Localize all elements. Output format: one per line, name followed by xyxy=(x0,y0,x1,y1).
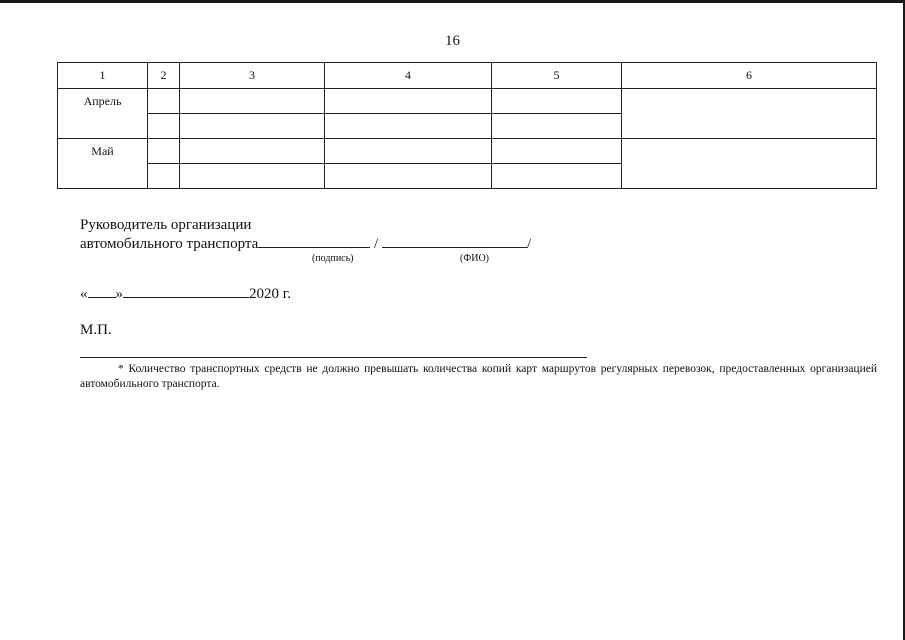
name-blank xyxy=(382,235,527,248)
name-slash: / xyxy=(526,236,532,252)
caption-name: (ФИО) xyxy=(460,253,490,264)
table-cell xyxy=(622,89,877,139)
stamp-label: М.П. xyxy=(80,322,112,338)
table-cell xyxy=(180,89,325,114)
table-header-cell: 6 xyxy=(622,63,877,89)
table-cell xyxy=(492,114,622,139)
table-cell xyxy=(622,139,877,189)
table-cell xyxy=(180,114,325,139)
table-cell xyxy=(325,139,492,164)
signature-slash: / xyxy=(374,236,379,252)
table-cell xyxy=(325,114,492,139)
month-cell-may: Май xyxy=(58,139,148,189)
day-blank xyxy=(88,285,116,298)
table-cell xyxy=(492,164,622,189)
table-row xyxy=(58,89,877,114)
date-open-quote: « xyxy=(80,286,88,302)
page-top-edge xyxy=(0,0,905,3)
table-header-cell: 5 xyxy=(492,63,622,89)
table-header-cell: 2 xyxy=(148,63,180,89)
footnote-text: * Количество транспортных средств не должно превышать количества копий карт маршрутов регулярных перевозок, предоставленных организацией автомобильного транспорта. xyxy=(80,363,877,390)
table-cell xyxy=(325,164,492,189)
signature-title-line2-text: автомобильного транспорта xyxy=(80,236,259,252)
table-header-row xyxy=(58,63,877,89)
month-cell-april: Апрель xyxy=(58,89,148,139)
caption-signature: (подпись) xyxy=(312,253,354,264)
table-header-cell: 1 xyxy=(58,63,148,89)
date-close-quote: » xyxy=(115,286,123,302)
table-cell xyxy=(492,89,622,114)
table-cell xyxy=(148,89,180,114)
table-cell xyxy=(180,164,325,189)
table-cell xyxy=(148,114,180,139)
table-header-cell: 4 xyxy=(325,63,492,89)
signature-blank xyxy=(258,235,370,248)
date-line xyxy=(80,285,291,303)
page-number: 16 xyxy=(445,33,460,49)
schedule-table xyxy=(57,62,877,189)
table-row xyxy=(58,139,877,164)
signature-title-line2 xyxy=(80,235,531,253)
signature-title-line1: Руководитель организации xyxy=(80,217,252,233)
month-blank xyxy=(123,285,249,298)
table-cell xyxy=(180,139,325,164)
table-header-cell: 3 xyxy=(180,63,325,89)
footnote-divider xyxy=(80,357,587,358)
table-cell xyxy=(325,89,492,114)
table-cell xyxy=(492,139,622,164)
table-cell xyxy=(148,164,180,189)
date-year: 2020 г. xyxy=(249,286,291,302)
table-cell xyxy=(148,139,180,164)
